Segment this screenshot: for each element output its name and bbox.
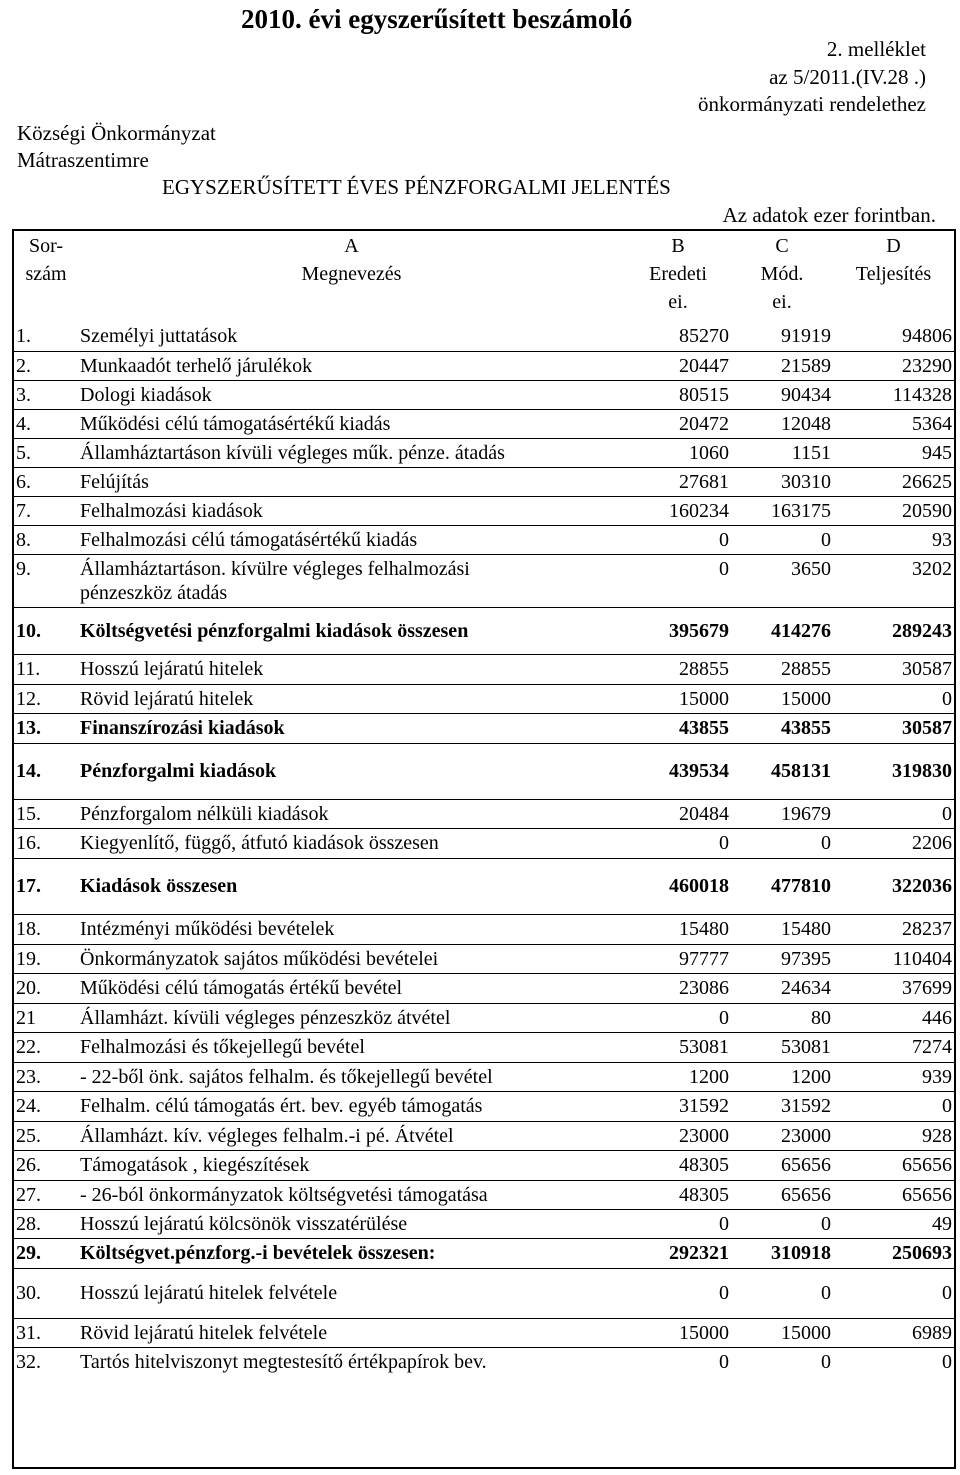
value-actual: 30587	[833, 713, 954, 743]
value-modified: 91919	[731, 322, 833, 351]
value-actual: 0	[833, 684, 954, 713]
value-modified: 15000	[731, 1318, 833, 1347]
row-number: 20.	[14, 973, 78, 1003]
value-modified: 310918	[731, 1238, 833, 1268]
value-original: 20472	[625, 409, 731, 438]
row-name: - 22-ből önk. sajátos felhalm. és tőkejellegű bevétel	[78, 1062, 625, 1091]
value-modified: 21589	[731, 351, 833, 380]
value-actual: 0	[942, 1350, 952, 1373]
value-actual: 7274	[833, 1032, 954, 1062]
row-number: 9.	[14, 554, 78, 607]
table-row	[14, 1180, 954, 1209]
organization-name: Községi Önkormányzat	[17, 121, 216, 145]
header-b-label2: ei.	[668, 291, 688, 313]
value-original: 439534	[625, 743, 731, 799]
row-name: Intézményi működési bevételek	[78, 914, 625, 944]
value-original: 28855	[625, 654, 731, 684]
value-modified: 3650	[731, 554, 833, 607]
row-name: Felhalmozási és tőkejellegű bevétel	[78, 1032, 625, 1062]
table-row	[14, 743, 954, 799]
value-actual: 0	[833, 1268, 954, 1318]
header-sor	[14, 231, 78, 322]
row-number: 4.	[14, 409, 78, 438]
header-c-label: Mód.	[760, 263, 804, 285]
value-modified: 53081	[731, 1032, 833, 1062]
row-number: 11.	[14, 654, 78, 684]
table-row	[14, 1032, 954, 1062]
table-row	[14, 944, 954, 973]
table-row	[14, 828, 954, 858]
value-original: 97777	[625, 944, 731, 973]
table-row	[14, 380, 954, 409]
value-modified: 0	[731, 525, 833, 554]
value-original: 43855	[625, 713, 731, 743]
value-original: 20484	[625, 799, 731, 828]
row-number: 3.	[14, 380, 78, 409]
row-number: 5.	[14, 438, 78, 467]
value-actual: 20590	[833, 496, 954, 525]
value-modified: 31592	[731, 1091, 833, 1121]
value-modified: 414276	[731, 607, 833, 654]
table-row	[14, 799, 954, 828]
value-original: 48305	[625, 1180, 731, 1209]
row-name: Felújítás	[78, 467, 625, 496]
row-name: Államházt. kív. végleges felhalm.-i pé. Átvétel	[78, 1121, 625, 1150]
value-actual: 945	[833, 438, 954, 467]
header-d-letter: D	[886, 235, 901, 257]
row-name: Dologi kiadások	[78, 380, 625, 409]
row-name: Hosszú lejáratú hitelek	[78, 654, 625, 684]
value-actual: 30587	[833, 654, 954, 684]
value-actual: 250693	[833, 1238, 954, 1268]
row-name: Önkormányzatok sajátos működési bevételei	[78, 944, 625, 973]
row-number: 15.	[14, 799, 78, 828]
page-title: 2010. évi egyszerűsített beszámoló	[241, 4, 633, 34]
row-number: 18.	[14, 914, 78, 944]
value-modified: 15480	[731, 914, 833, 944]
row-number: 23.	[14, 1062, 78, 1091]
table-row	[14, 858, 954, 914]
table-row	[14, 409, 954, 438]
row-name: Felhalmozási célú támogatásértékű kiadás	[78, 525, 625, 554]
value-original: 292321	[625, 1238, 731, 1268]
row-name: Hosszú lejáratú hitelek felvétele	[78, 1268, 625, 1318]
header-c-label2: ei.	[772, 291, 792, 313]
value-modified: 97395	[731, 944, 833, 973]
header-megnevezes	[78, 231, 625, 322]
table-row	[14, 496, 954, 525]
row-name: Rövid lejáratú hitelek	[78, 684, 625, 713]
value-modified: 43855	[731, 713, 833, 743]
value-actual: 65656	[833, 1150, 954, 1180]
value-original: 460018	[625, 858, 731, 914]
table-row	[14, 1003, 954, 1032]
row-name: Államházt. kívüli végleges pénzeszköz átvétel	[78, 1003, 625, 1032]
value-actual: 0	[833, 799, 954, 828]
value-modified: 0	[731, 828, 833, 858]
table-row	[14, 1209, 954, 1238]
value-original: 1200	[625, 1062, 731, 1091]
value-actual: 446	[833, 1003, 954, 1032]
organization-place: Mátraszentimre	[17, 148, 149, 172]
header-sor-line1: Sor-	[28, 235, 64, 257]
table-row	[14, 1238, 954, 1268]
value-actual: 5364	[833, 409, 954, 438]
value-modified: 477810	[731, 858, 833, 914]
row-number: 6.	[14, 467, 78, 496]
value-original: 0	[625, 554, 731, 607]
value-modified: 24634	[731, 973, 833, 1003]
decree-label: önkormányzati rendelethez	[698, 92, 926, 116]
table-row	[14, 914, 954, 944]
row-name: - 26-ból önkormányzatok költségvetési támogatása	[78, 1180, 625, 1209]
row-name: Finanszírozási kiadások	[78, 713, 625, 743]
row-name: Személyi juttatások	[78, 322, 625, 351]
row-number: 28.	[14, 1209, 78, 1238]
row-number: 22.	[14, 1032, 78, 1062]
value-modified: 0	[731, 1209, 833, 1238]
row-number: 14.	[14, 743, 78, 799]
value-modified: 0	[821, 1350, 831, 1373]
value-actual: 928	[833, 1121, 954, 1150]
table-row	[14, 607, 954, 654]
row-name-line2: pénzeszköz átadás	[80, 581, 228, 604]
value-actual: 23290	[833, 351, 954, 380]
row-name: Működési célú támogatásértékű kiadás	[78, 409, 625, 438]
row-number: 29.	[14, 1238, 78, 1268]
value-actual: 37699	[833, 973, 954, 1003]
value-actual: 49	[833, 1209, 954, 1238]
value-original: 0	[625, 828, 731, 858]
table-row	[14, 1347, 954, 1376]
table-row	[14, 1091, 954, 1121]
header-b-label: Eredeti	[649, 263, 707, 285]
value-actual: 0	[833, 1091, 954, 1121]
value-modified: 15000	[731, 684, 833, 713]
value-actual: 26625	[833, 467, 954, 496]
value-original: 80515	[625, 380, 731, 409]
table-header	[14, 231, 954, 322]
value-modified: 90434	[731, 380, 833, 409]
row-number: 31.	[14, 1318, 78, 1347]
value-original: 27681	[625, 467, 731, 496]
row-number: 26.	[14, 1150, 78, 1180]
decree-reference: az 5/2011.(IV.28 .)	[769, 65, 926, 89]
value-modified: 458131	[731, 743, 833, 799]
value-modified: 19679	[731, 799, 833, 828]
row-number: 25.	[14, 1121, 78, 1150]
value-actual: 289243	[833, 607, 954, 654]
row-name	[78, 554, 625, 607]
value-original: 1060	[625, 438, 731, 467]
table-row	[14, 1150, 954, 1180]
table-row	[14, 525, 954, 554]
value-original: 395679	[625, 607, 731, 654]
value-actual: 2206	[833, 828, 954, 858]
table-row	[14, 713, 954, 743]
value-actual: 114328	[833, 380, 954, 409]
value-original: 15000	[625, 684, 731, 713]
value-modified: 30310	[731, 467, 833, 496]
row-number: 21	[14, 1003, 78, 1032]
row-name: Kiegyenlítő, függő, átfutó kiadások összesen	[78, 828, 625, 858]
table-row	[14, 438, 954, 467]
row-name: Pénzforgalmi kiadások	[78, 743, 625, 799]
value-modified: 23000	[731, 1121, 833, 1150]
value-original: 48305	[625, 1150, 731, 1180]
unit-note: Az adatok ezer forintban.	[722, 203, 936, 227]
header-b-letter: B	[671, 235, 685, 257]
table-row	[14, 554, 954, 607]
value-actual: 110404	[833, 944, 954, 973]
value-actual: 28237	[833, 914, 954, 944]
value-actual: 319830	[833, 743, 954, 799]
cashflow-table	[12, 229, 956, 1469]
value-original: 85270	[625, 322, 731, 351]
value-modified: 1151	[731, 438, 833, 467]
value-modified: 163175	[731, 496, 833, 525]
header-a-label: Megnevezés	[301, 263, 402, 285]
annex-number: 2. melléklet	[826, 37, 926, 61]
row-name: Költségvet.pénzforg.-i bevételek összesen:	[78, 1238, 625, 1268]
value-actual: 939	[833, 1062, 954, 1091]
value-original: 0	[625, 1209, 731, 1238]
table-row	[14, 467, 954, 496]
row-number: 30.	[14, 1268, 78, 1318]
row-number: 27.	[14, 1180, 78, 1209]
value-original: 23000	[625, 1121, 731, 1150]
row-name: Költségvetési pénzforgalmi kiadások összesen	[78, 607, 625, 654]
row-name-line1: Államháztartáson. kívülre végleges felhalmozási	[80, 557, 470, 580]
row-name: Munkaadót terhelő járulékok	[78, 351, 625, 380]
table-row	[14, 322, 954, 351]
row-name: Rövid lejáratú hitelek felvétele	[78, 1318, 625, 1347]
report-title: EGYSZERŰSÍTETT ÉVES PÉNZFORGALMI JELENTÉS	[162, 175, 671, 199]
value-original: 0	[625, 1003, 731, 1032]
table-row	[14, 1121, 954, 1150]
header-c-letter: C	[775, 235, 789, 257]
row-number: 24.	[14, 1091, 78, 1121]
value-original: 23086	[625, 973, 731, 1003]
value-original: 53081	[625, 1032, 731, 1062]
row-name: Pénzforgalom nélküli kiadások	[78, 799, 625, 828]
value-modified: 28855	[731, 654, 833, 684]
row-name: Támogatások , kiegészítések	[78, 1150, 625, 1180]
row-number: 16.	[14, 828, 78, 858]
value-original: 0	[625, 1268, 731, 1318]
header-a-letter: A	[344, 235, 359, 257]
row-number: 2.	[14, 351, 78, 380]
table-row	[14, 1318, 954, 1347]
value-modified: 80	[731, 1003, 833, 1032]
table-row	[14, 1062, 954, 1091]
row-number: 10.	[14, 607, 78, 654]
row-number: 12.	[14, 684, 78, 713]
row-name: Működési célú támogatás értékű bevétel	[78, 973, 625, 1003]
header-teljesites	[833, 231, 954, 322]
value-original: 20447	[625, 351, 731, 380]
row-number: 17.	[14, 858, 78, 914]
value-original: 0	[719, 1350, 729, 1373]
row-number: 13.	[14, 713, 78, 743]
row-number: 8.	[14, 525, 78, 554]
value-modified: 65656	[731, 1180, 833, 1209]
table-row	[14, 684, 954, 713]
value-modified: 65656	[731, 1150, 833, 1180]
value-modified: 0	[731, 1268, 833, 1318]
value-modified: 1200	[731, 1062, 833, 1091]
row-name: Tartós hitelviszonyt megtestesítő értékpapírok bev.	[80, 1350, 487, 1373]
row-number: 7.	[14, 496, 78, 525]
value-original: 160234	[625, 496, 731, 525]
row-number: 19.	[14, 944, 78, 973]
row-name: Felhalmozási kiadások	[78, 496, 625, 525]
row-name: Hosszú lejáratú kölcsönök visszatérülése	[78, 1209, 625, 1238]
value-original: 15000	[625, 1318, 731, 1347]
table-row	[14, 1268, 954, 1318]
value-actual: 3202	[833, 554, 954, 607]
row-name: Felhalm. célú támogatás ért. bev. egyéb támogatás	[78, 1091, 625, 1121]
table-row	[14, 973, 954, 1003]
value-original: 15480	[625, 914, 731, 944]
value-actual: 322036	[833, 858, 954, 914]
header-sor-line2: szám	[25, 263, 67, 285]
table-row	[14, 351, 954, 380]
header-d-label: Teljesítés	[855, 263, 932, 285]
value-original: 31592	[625, 1091, 731, 1121]
row-number: 1.	[14, 322, 78, 351]
value-actual: 94806	[833, 322, 954, 351]
row-name: Kiadások összesen	[78, 858, 625, 914]
value-actual: 93	[833, 525, 954, 554]
row-name: Államháztartáson kívüli végleges műk. pénze. átadás	[78, 438, 625, 467]
row-number: 32.	[16, 1350, 41, 1373]
value-actual: 6989	[833, 1318, 954, 1347]
value-modified: 12048	[731, 409, 833, 438]
header-eredeti	[625, 231, 731, 322]
value-original: 0	[625, 525, 731, 554]
table-row	[14, 654, 954, 684]
value-actual: 65656	[833, 1180, 954, 1209]
header-mod	[731, 231, 833, 322]
